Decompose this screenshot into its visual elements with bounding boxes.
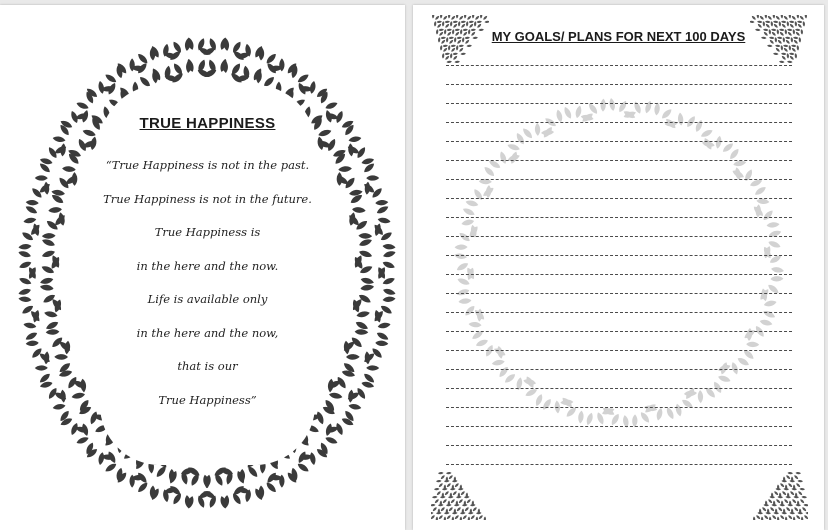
ruled-line (446, 236, 792, 255)
leaf-icon (13, 219, 45, 256)
ruled-line (446, 141, 792, 160)
ruled-lines (446, 65, 792, 483)
leaf-icon (343, 207, 378, 245)
goals-title: MY GOALS/ PLANS FOR NEXT 100 DAYS (491, 29, 746, 44)
ruled-line (446, 274, 792, 293)
ruled-line (446, 84, 792, 103)
leaf-icon (13, 246, 41, 283)
ruled-line (446, 198, 792, 217)
leaf-icon (350, 234, 378, 272)
leaf-icon (373, 263, 401, 300)
leaf-icon (21, 334, 56, 369)
ruled-line (446, 217, 792, 236)
quote-title: TRUE HAPPINESS (139, 115, 276, 132)
ruled-line (446, 445, 792, 464)
leaf-icon (36, 234, 64, 272)
quote-line: in the here and the now. (136, 258, 279, 273)
ruled-line (446, 293, 792, 312)
leaf-icon (21, 177, 56, 212)
ruled-line (446, 331, 792, 350)
leaf-icon (36, 207, 71, 245)
quote-line: Life is available only (147, 292, 268, 306)
quote-line: that is our (177, 359, 238, 373)
leaf-icon (373, 246, 401, 283)
quote-line: “True Happiness is not in the past. (105, 158, 310, 172)
leaf-icon (20, 308, 43, 343)
ruled-line (446, 255, 792, 274)
ruled-line (446, 312, 792, 331)
ruled-line (446, 103, 792, 122)
ruled-line (446, 407, 792, 426)
ruled-line (446, 464, 792, 483)
quote-line: True Happiness is (154, 225, 261, 239)
ruled-line (446, 426, 792, 445)
ruled-line (446, 160, 792, 179)
leaf-icon (750, 15, 762, 26)
leaf-icon (46, 167, 84, 203)
ruled-line (446, 350, 792, 369)
ruled-line (446, 369, 792, 388)
ruled-line (446, 65, 792, 84)
ruled-line (446, 388, 792, 407)
leaf-icon (371, 202, 394, 237)
leaf-icon (369, 290, 401, 327)
leaf-icon (311, 131, 350, 163)
leaf-icon (54, 364, 92, 398)
leaf-icon (371, 308, 394, 343)
quote-line: in the here and the now, (136, 325, 279, 340)
leaf-icon (369, 219, 401, 256)
quote-block (100, 115, 315, 417)
leaf-icon (149, 63, 186, 86)
leaf-icon (34, 251, 64, 290)
leaf-icon (347, 278, 380, 316)
ruled-line (446, 179, 792, 198)
right-page (413, 5, 824, 530)
leaf-icon (321, 364, 359, 398)
leaf-icon (477, 15, 489, 26)
leaf-icon (358, 334, 393, 369)
quote-line: True Happiness is not in the future. (103, 191, 312, 206)
leaf-icon (330, 167, 368, 203)
leaf-icon (13, 263, 41, 300)
leaf-icon (34, 278, 67, 316)
leaf-icon (358, 177, 393, 212)
left-page (0, 5, 405, 530)
leaf-icon (13, 290, 45, 327)
leaf-icon (349, 251, 379, 290)
ruled-line (446, 122, 792, 141)
quote-line: True Happiness” (158, 392, 257, 407)
leaf-icon (20, 202, 43, 237)
